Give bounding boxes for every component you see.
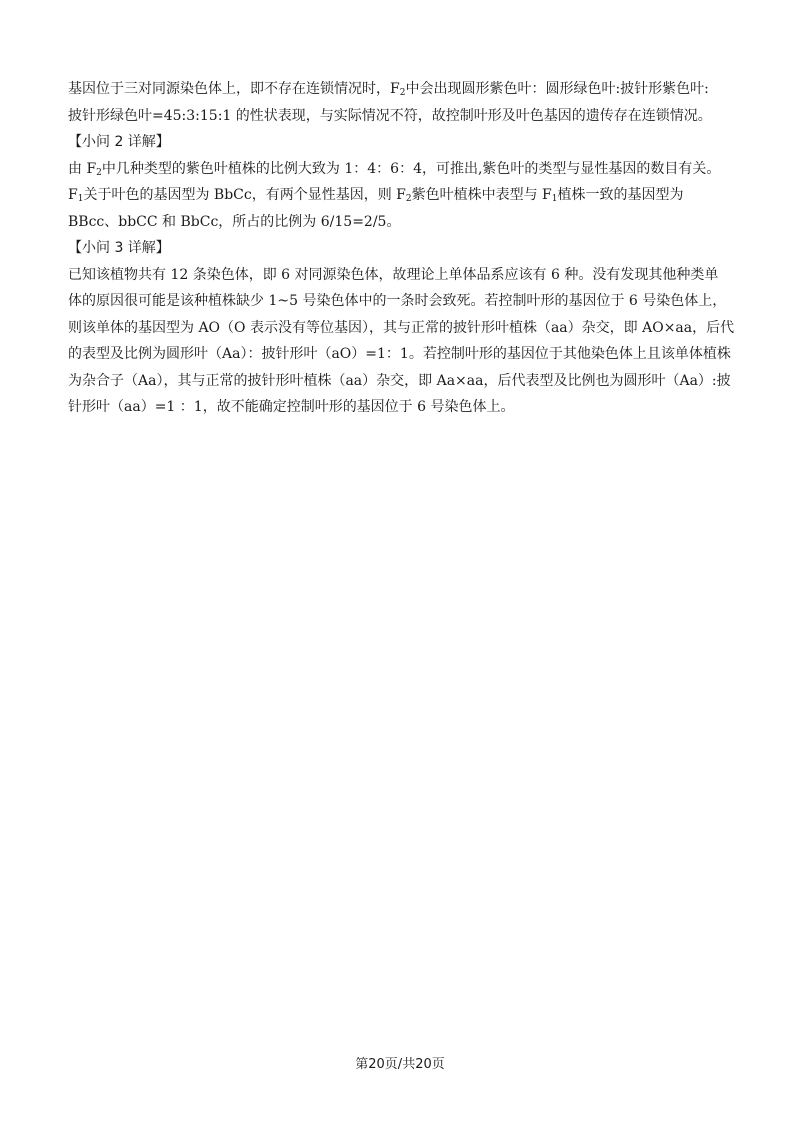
document-body (68, 76, 748, 421)
section-3-paragraph (68, 262, 748, 421)
section-3-line-2: 体的原因很可能是该种植株缺少 1~5 号染色体中的一条时会致死。若控制叶形的基因位于 6 号染色体上， (68, 293, 727, 309)
section-2-line-2: $F_1$关于叶色的基因型为 BbCc，有两个显性基因，则 $F_2$紫色叶植株中表型与 $F_1$植株一致的基因型为 (68, 187, 684, 204)
intro-paragraph (68, 76, 748, 129)
section-2-paragraph (68, 156, 748, 236)
section-3-line-4: 的表型及比例为圆形叶（Aa）：披针形叶（aO）=1：1。若控制叶形的基因位于其他染色体上且该单体植株 (68, 346, 731, 362)
intro-line-1: 基因位于三对同源染色体上，即不存在连锁情况时，$F_2$中会出现圆形紫色叶：圆形绿色叶:披针形紫色叶: (68, 81, 709, 98)
intro-line-2: 披针形绿色叶=45:3:15:1 的性状表现，与实际情况不符，故控制叶形及叶色基因的遗传存在连锁情况。 (68, 107, 712, 124)
section-3-heading: 【小问 3 详解】 (68, 240, 170, 256)
section-2-heading: 【小问 2 详解】 (68, 134, 170, 150)
section-3-line-1: 已知该植物共有 12 条染色体，即 6 对同源染色体，故理论上单体品系应该有 6 种。没有发现其他种类单 (68, 266, 719, 283)
section-2-line-3: BBcc、bbCC 和 BbCc，所占的比例为 6/15=2/5。 (68, 213, 401, 230)
section-3-line-3: 则该单体的基因型为 AO（O 表示没有等位基因），其与正常的披针形叶植株（aa）杂交，即 AO×aa，后代 (68, 319, 735, 336)
section-3-line-6: 针形叶（aa）=1 ：1，故不能确定控制叶形的基因位于 6 号染色体上。 (68, 399, 515, 415)
section-3-line-5: 为杂合子（Aa），其与正常的披针形叶植株（aa）杂交，即 Aa×aa，后代表型及比例也为圆形叶（Aa）:披 (68, 372, 731, 389)
section-2-line-1: 由 $F_2$中几种类型的紫色叶植株的比例大致为 1：4：6：4，可推出,紫色叶的类型与显性基因的数目有关。 (68, 160, 721, 178)
page-number-footer: 第20页/共20页 (355, 1057, 445, 1072)
